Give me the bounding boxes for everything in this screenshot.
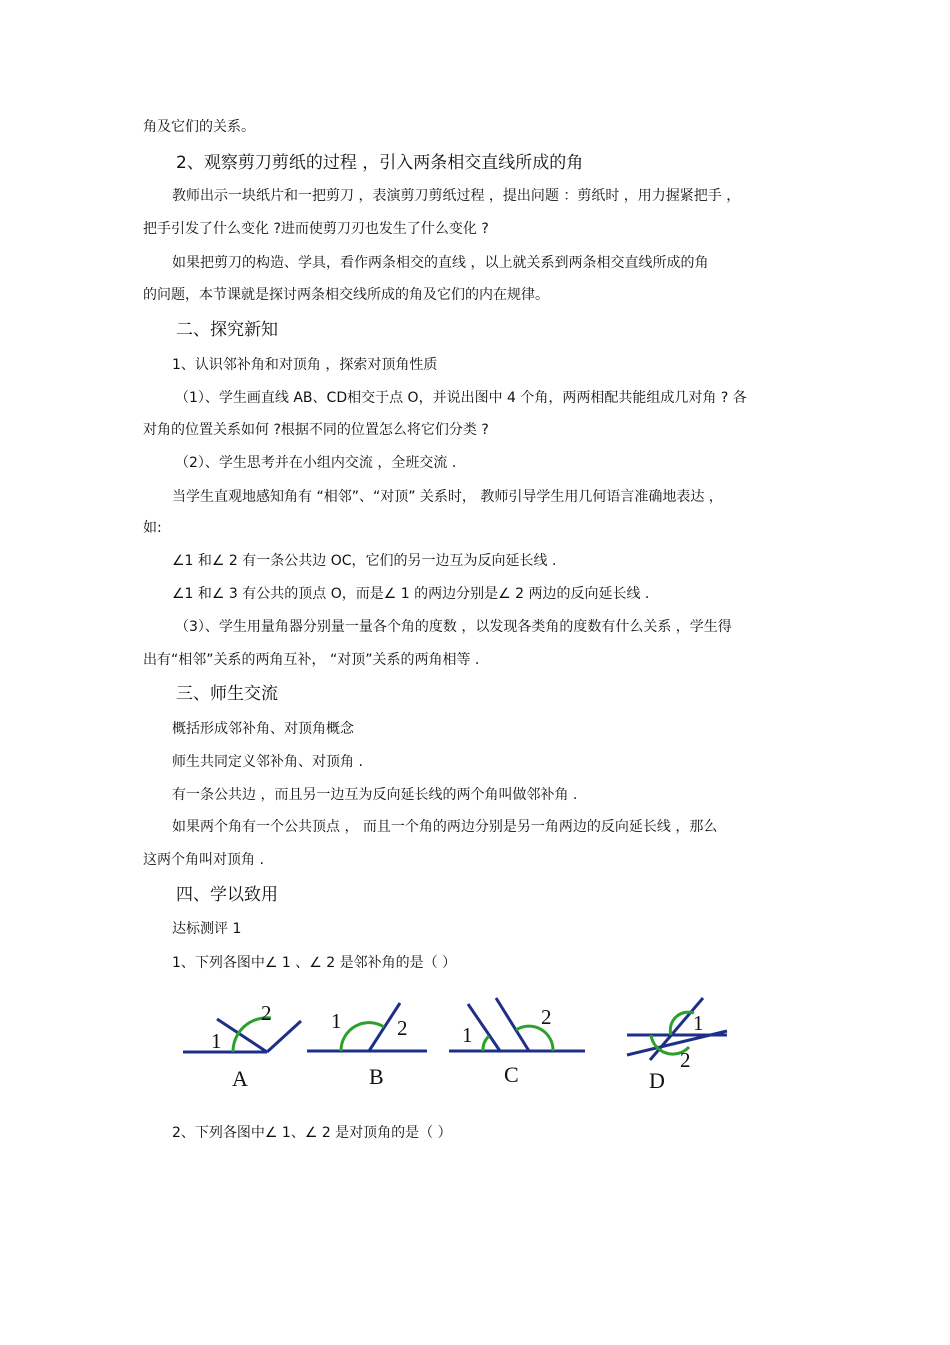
option-c-angle-1-label: 1 (462, 1023, 473, 1047)
text-line: 如果两个角有一个公共顶点 ， 而且一个角的两边分别是另一角两边的反向延长线 ，那么 (172, 819, 718, 835)
option-b-diagram (307, 1003, 427, 1089)
option-b-line (369, 1003, 400, 1051)
text-line: 教师出示一块纸片和一把剪刀 ，表演剪刀剪纸过程 ，提出问题 ：剪纸时 ，用力握紧把手 ， (172, 188, 741, 204)
option-d-letter: D (649, 1068, 665, 1093)
text-line: 概括形成邻补角、对顶角概念 (172, 721, 354, 737)
option-d-diagram (627, 998, 727, 1093)
angle-options-figure (175, 990, 745, 1095)
text-line: 把手引发了什么变化 ?进而使剪刀刃也发生了什么变化 ? (143, 221, 489, 237)
question-2: 2、下列各图中∠ 1、∠ 2 是对顶角的是（ ） (172, 1125, 452, 1141)
text-line: 如果把剪刀的构造、学具，看作两条相交的直线 ，以上就关系到两条相交直线所成的角 (172, 255, 709, 271)
option-a-line (217, 1019, 267, 1052)
option-c-letter: C (504, 1062, 519, 1087)
text-line: 达标测评 1 (172, 921, 242, 937)
option-c-diagram (449, 998, 585, 1087)
text-line: （2）、学生思考并在小组内交流 ，全班交流 . (175, 455, 457, 471)
text-line: ∠1 和∠ 2 有一条公共边 OC，它们的另一边互为反向延长线 . (172, 553, 557, 569)
option-a-line (267, 1021, 301, 1052)
section-heading: 2、观察剪刀剪纸的过程 ，引入两条相交直线所成的角 (176, 153, 584, 173)
section-heading: 三、师生交流 (176, 684, 278, 704)
question-1: 1、下列各图中∠ 1 、∠ 2 是邻补角的是（ ） (172, 955, 457, 971)
option-a-angle-1-label: 1 (211, 1029, 222, 1053)
text-line: （1）、学生画直线 AB、CD相交于点 O，并说出图中 4 个角，两两相配共能组成几对角 ? 各 (175, 390, 747, 406)
option-a-letter: A (232, 1066, 248, 1091)
section-heading: 二、探究新知 (176, 320, 278, 340)
option-a-angle-2-label: 2 (261, 1001, 272, 1025)
text-line: 角及它们的关系。 (143, 119, 255, 135)
option-b-angle-2-label: 2 (397, 1016, 408, 1040)
option-d-angle-1-label: 1 (693, 1011, 704, 1035)
option-b-angle-1-label: 1 (331, 1009, 342, 1033)
text-line: 出有“相邻”关系的两角互补， “对顶”关系的两角相等 . (143, 652, 480, 668)
text-line: 这两个角叫对顶角 . (143, 852, 264, 868)
option-b-letter: B (369, 1064, 384, 1089)
text-line: 对角的位置关系如何 ?根据不同的位置怎么将它们分类 ? (143, 422, 489, 438)
option-a-diagram (183, 1001, 301, 1091)
text-line: 当学生直观地感知角有 “相邻”、“对顶” 关系时， 教师引导学生用几何语言准确地表达 ， (172, 489, 723, 505)
text-line: （3）、学生用量角器分别量一量各个角的度数 ，以发现各类角的度数有什么关系 ，学生得 (175, 619, 732, 635)
option-c-line (496, 998, 529, 1051)
text-line: 的问题，本节课就是探讨两条相交线所成的角及它们的内在规律。 (143, 287, 549, 303)
section-heading: 四、学以致用 (176, 885, 278, 905)
option-d-angle-2-label: 2 (680, 1048, 691, 1072)
option-c-angle-arc (483, 1036, 489, 1051)
text-line: ∠1 和∠ 3 有公共的顶点 O，而是∠ 1 的两边分别是∠ 2 两边的反向延长线 . (172, 586, 650, 602)
text-line: 如: (143, 520, 162, 536)
text-line: 1、认识邻补角和对顶角 ，探索对顶角性质 (172, 357, 438, 373)
option-c-angle-2-label: 2 (541, 1005, 552, 1029)
text-line: 有一条公共边 ，而且另一边互为反向延长线的两个角叫做邻补角 . (172, 787, 578, 803)
text-line: 师生共同定义邻补角、对顶角 . (172, 754, 363, 770)
